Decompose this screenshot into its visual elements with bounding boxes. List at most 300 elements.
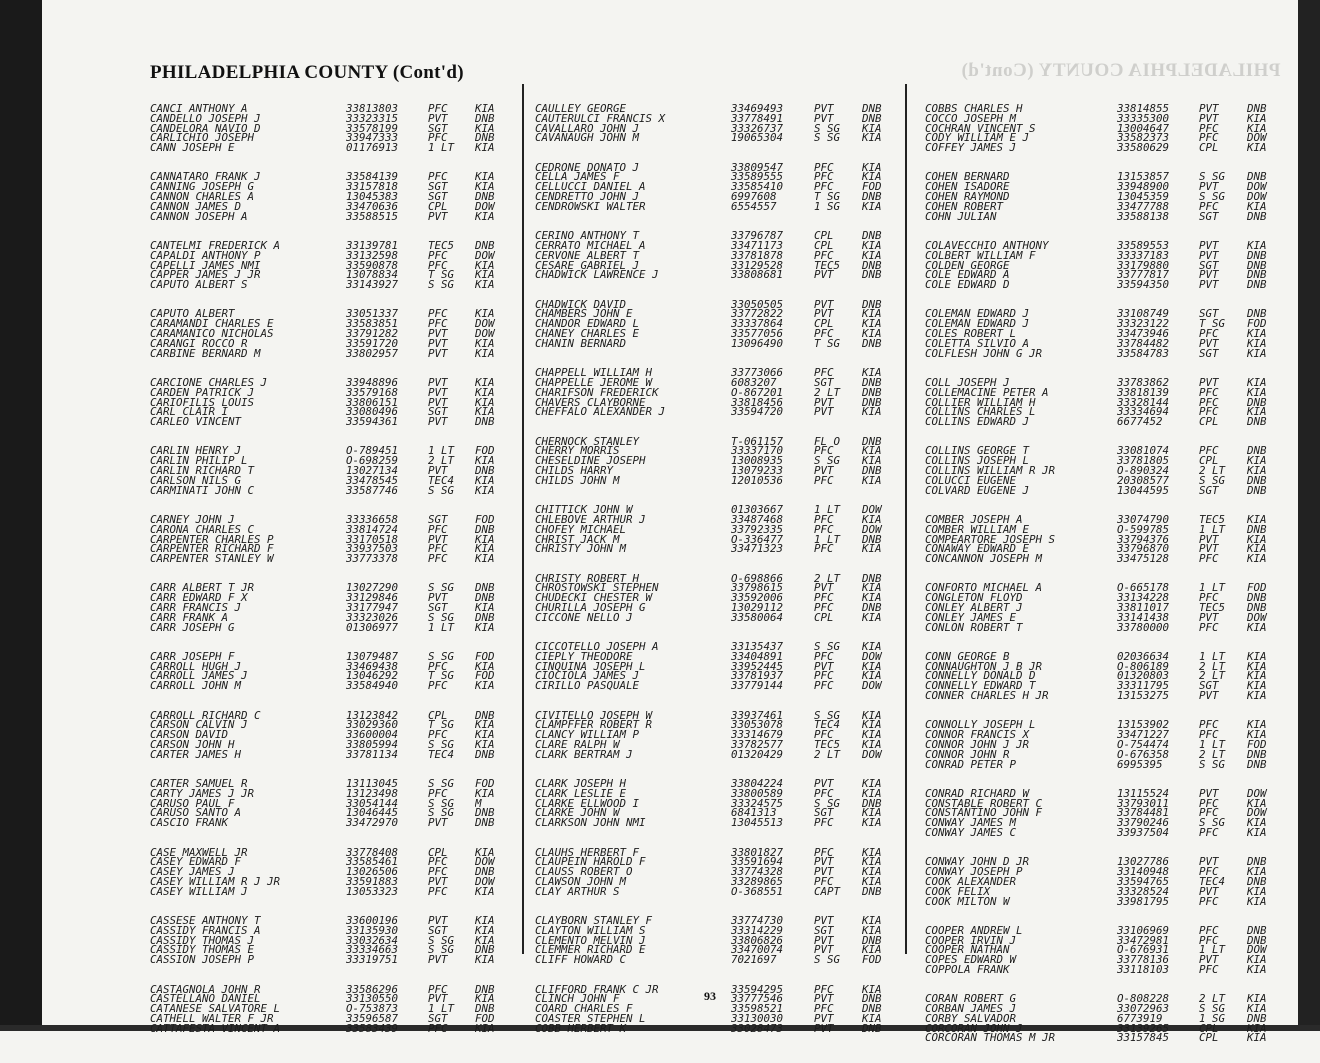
bleed-through-title: PHILADELPHIA COUNTY (Cont'd) bbox=[960, 60, 1280, 81]
casualty-entry bbox=[535, 720, 895, 730]
entry-name: CERVONE ALBERT T bbox=[535, 250, 640, 261]
entry-status: FOD bbox=[475, 1013, 495, 1024]
entry-group bbox=[535, 231, 895, 280]
casualty-entry bbox=[150, 789, 510, 799]
casualty-entry bbox=[150, 398, 510, 408]
entry-group bbox=[150, 848, 510, 897]
entry-group bbox=[925, 994, 1280, 1043]
entry-status: FOD bbox=[475, 779, 495, 789]
entry-serial: 33323122 bbox=[1117, 319, 1170, 330]
entry-serial: 6677452 bbox=[1117, 417, 1163, 427]
entry-status: KIA bbox=[862, 847, 882, 858]
entry-name: CHAMBERS JOHN E bbox=[535, 309, 633, 320]
entry-status: FOD bbox=[862, 182, 882, 193]
casualty-entry bbox=[535, 104, 895, 114]
entry-rank: SGT bbox=[428, 1013, 448, 1024]
entry-serial: 33814855 bbox=[1117, 104, 1170, 114]
entry-rank: S SG bbox=[428, 651, 455, 662]
entry-status: KIA bbox=[1247, 681, 1267, 692]
entry-serial: 33471173 bbox=[731, 240, 784, 251]
entry-name: CERINO ANTHONY T bbox=[535, 231, 640, 241]
entry-status: KIA bbox=[475, 182, 495, 193]
entry-serial: 20308577 bbox=[1117, 475, 1170, 486]
entry-status: KIA bbox=[1247, 534, 1267, 545]
entry-name: COLUCCI EUGENE bbox=[925, 475, 1017, 486]
entry-name: CARLIN HENRY J bbox=[150, 446, 242, 457]
entry-rank: S SG bbox=[1199, 475, 1226, 486]
entry-status: KIA bbox=[475, 788, 495, 799]
casualty-entry bbox=[150, 104, 510, 114]
entry-status: DNB bbox=[475, 945, 495, 956]
entry-status: KIA bbox=[475, 661, 495, 672]
entry-serial: 33141438 bbox=[1117, 612, 1170, 623]
entry-rank: PFC bbox=[814, 876, 834, 887]
entry-status: KIA bbox=[1247, 818, 1267, 829]
entry-rank: S SG bbox=[1199, 192, 1226, 202]
entry-name: CHESELDINE JOSEPH bbox=[535, 456, 646, 467]
entry-name: CORCORAN JOHN J bbox=[925, 1023, 1023, 1034]
entry-status: KIA bbox=[475, 143, 495, 153]
entry-rank: 2 LT bbox=[814, 749, 841, 760]
entry-rank: PFC bbox=[1199, 730, 1219, 740]
entry-name: CLIFFORD FRANK C JR bbox=[535, 984, 659, 995]
entry-status: KIA bbox=[475, 338, 495, 349]
entry-status: DNB bbox=[862, 466, 882, 476]
entry-rank: 1 LT bbox=[428, 622, 455, 633]
entry-status: FOD bbox=[475, 671, 495, 682]
entry-status: KIA bbox=[1247, 828, 1267, 838]
entry-group bbox=[535, 779, 895, 828]
casualty-entry bbox=[925, 994, 1280, 1004]
entry-serial: 33129528 bbox=[731, 260, 784, 271]
entry-group bbox=[150, 241, 510, 290]
entry-name: CLARE RALPH W bbox=[535, 739, 620, 750]
casualty-entry bbox=[925, 945, 1280, 955]
entry-name: COPES EDWARD W bbox=[925, 955, 1017, 965]
entry-name: CARTER JAMES H bbox=[150, 749, 242, 760]
entry-status: KIA bbox=[1247, 730, 1267, 740]
entry-rank: PVT bbox=[1199, 338, 1219, 349]
entry-rank: TEC4 bbox=[1199, 876, 1226, 887]
entry-rank: PFC bbox=[428, 857, 448, 868]
entry-serial: 33072963 bbox=[1117, 1004, 1170, 1014]
entry-serial: 33937461 bbox=[731, 710, 784, 721]
entry-name: CHRISTY ROBERT H bbox=[535, 573, 640, 584]
entry-rank: T SG bbox=[428, 720, 455, 731]
entry-rank: PVT bbox=[1199, 182, 1219, 193]
entry-serial: 33081074 bbox=[1117, 446, 1170, 457]
entry-name: CAVALLARO JOHN J bbox=[535, 123, 640, 134]
entry-rank: S SG bbox=[1199, 759, 1226, 770]
entry-name: CONWAY JAMES C bbox=[925, 828, 1017, 838]
entry-serial: 13029112 bbox=[731, 602, 784, 613]
casualty-entry bbox=[535, 730, 895, 740]
entry-name: COHEN ROBERT bbox=[925, 201, 1004, 212]
entry-serial: 6083207 bbox=[731, 377, 777, 388]
entry-status: DNB bbox=[475, 466, 495, 476]
casualty-entry bbox=[535, 779, 895, 789]
entry-status: KIA bbox=[862, 475, 882, 486]
entry-status: DOW bbox=[1247, 808, 1267, 819]
entry-name: COHEN ISADORE bbox=[925, 182, 1010, 193]
entry-serial: 33289865 bbox=[731, 876, 784, 887]
entry-name: CORCORAN THOMAS M JR bbox=[925, 1033, 1056, 1044]
casualty-entry bbox=[535, 300, 895, 310]
entry-status: DNB bbox=[475, 133, 495, 144]
entry-rank: T SG bbox=[814, 338, 841, 349]
entry-serial: 33808681 bbox=[731, 270, 784, 281]
entry-name: CONCANNON JOSEPH M bbox=[925, 554, 1043, 564]
entry-name: CHUDECKI CHESTER W bbox=[535, 593, 653, 603]
entry-group bbox=[925, 583, 1280, 632]
entry-rank: PVT bbox=[1199, 270, 1219, 281]
entry-status: KIA bbox=[862, 720, 882, 731]
entry-rank: PFC bbox=[428, 319, 448, 330]
entry-status: KIA bbox=[862, 514, 882, 525]
entry-name: COMBER WILLIAM E bbox=[925, 524, 1030, 535]
entry-name: CARNEY JOHN J bbox=[150, 514, 235, 525]
entry-serial: 13053323 bbox=[346, 886, 399, 897]
entry-status: DNB bbox=[862, 436, 882, 447]
entry-rank: PVT bbox=[814, 113, 834, 124]
entry-name: CANNON JAMES D bbox=[150, 201, 242, 212]
entry-name: CHURILLA JOSEPH G bbox=[535, 602, 646, 613]
entry-rank: PVT bbox=[1199, 240, 1219, 251]
entry-serial: 33585461 bbox=[346, 857, 399, 868]
entry-status: KIA bbox=[475, 622, 495, 633]
entry-serial: 13078834 bbox=[346, 270, 399, 281]
casualty-entry bbox=[925, 583, 1280, 593]
entry-serial: 33582373 bbox=[1117, 133, 1170, 144]
entry-group bbox=[535, 437, 895, 486]
entry-status: KIA bbox=[475, 720, 495, 731]
entry-rank: SGT bbox=[1199, 348, 1219, 359]
casualty-entry bbox=[925, 349, 1280, 359]
entry-status: DNB bbox=[1247, 397, 1267, 408]
entry-name: CATANESE SALVATORE L bbox=[150, 1004, 281, 1014]
entry-rank: 1 LT bbox=[1199, 524, 1226, 535]
entry-name: CARSON DAVID bbox=[150, 730, 229, 740]
entry-rank: S SG bbox=[814, 642, 841, 652]
entry-serial: 33473946 bbox=[1117, 329, 1170, 339]
entry-rank: SGT bbox=[428, 602, 448, 613]
entry-serial: 33135437 bbox=[731, 642, 784, 652]
casualty-entry bbox=[925, 662, 1280, 672]
entry-rank: TEC5 bbox=[1199, 514, 1226, 525]
casualty-entry bbox=[925, 1024, 1280, 1034]
casualty-entry bbox=[535, 339, 895, 349]
entry-serial: 33774328 bbox=[731, 867, 784, 877]
casualty-entry bbox=[925, 309, 1280, 319]
entry-rank: PFC bbox=[1199, 808, 1219, 819]
casualty-entry bbox=[535, 456, 895, 466]
entry-rank: SGT bbox=[428, 123, 448, 134]
entry-status: DNB bbox=[1247, 524, 1267, 535]
casualty-entry bbox=[150, 818, 510, 828]
entry-name: COCCO JOSEPH M bbox=[925, 113, 1017, 124]
entry-serial: 33179880 bbox=[1117, 260, 1170, 271]
entry-name: CONSTANTINO JOHN F bbox=[925, 808, 1043, 819]
entry-status: KIA bbox=[862, 456, 882, 467]
casualty-entry bbox=[150, 662, 510, 672]
column-divider bbox=[905, 84, 907, 954]
casualty-entry bbox=[150, 251, 510, 261]
entry-rank: S SG bbox=[428, 935, 455, 946]
entry-rank: SGT bbox=[1199, 681, 1219, 692]
entry-status: DOW bbox=[475, 250, 495, 261]
entry-name: COBB HERBERT K bbox=[535, 1023, 627, 1034]
entry-name: CORAN ROBERT G bbox=[925, 994, 1017, 1005]
entry-rank: PVT bbox=[428, 818, 448, 829]
entry-serial: 33130030 bbox=[731, 1013, 784, 1024]
entry-status: DNB bbox=[862, 231, 882, 241]
entry-rank: SGT bbox=[1199, 309, 1219, 320]
entry-serial: 33586296 bbox=[346, 984, 399, 995]
entry-group bbox=[535, 574, 895, 623]
casualty-entry bbox=[925, 652, 1280, 662]
entry-name: COFFEY JAMES J bbox=[925, 143, 1017, 153]
entry-rank: PVT bbox=[814, 916, 834, 926]
casualty-entry bbox=[535, 251, 895, 261]
casualty-entry bbox=[925, 867, 1280, 877]
entry-serial: 33790246 bbox=[1117, 818, 1170, 829]
entry-name: CARROLL JOHN M bbox=[150, 681, 242, 692]
entry-serial: 33793011 bbox=[1117, 798, 1170, 809]
casualty-entry bbox=[925, 182, 1280, 192]
entry-status: KIA bbox=[1247, 143, 1267, 153]
entry-rank: PFC bbox=[814, 514, 834, 525]
entry-name: CLAYBORN STANLEY F bbox=[535, 916, 653, 926]
entry-serial: 33804224 bbox=[731, 779, 784, 789]
entry-rank: 2 LT bbox=[428, 456, 455, 467]
entry-serial: 33140948 bbox=[1117, 867, 1170, 877]
entry-name: CARPENTER CHARLES P bbox=[150, 534, 274, 545]
entry-name: CASTAGNOLA JOHN R bbox=[150, 984, 261, 995]
entry-name: CHANIN BERNARD bbox=[535, 338, 627, 349]
entry-status: DNB bbox=[862, 113, 882, 124]
entry-serial: 33784481 bbox=[1117, 808, 1170, 819]
entry-serial: 13045383 bbox=[346, 192, 399, 202]
entry-name: CASEY EDWARD F bbox=[150, 857, 242, 868]
entry-serial: 01320803 bbox=[1117, 671, 1170, 682]
entry-serial: 13026506 bbox=[346, 867, 399, 877]
entry-name: COLLINS CHARLES L bbox=[925, 407, 1036, 418]
entry-rank: T SG bbox=[428, 671, 455, 682]
casualty-entry bbox=[535, 681, 895, 691]
casualty-entry bbox=[925, 270, 1280, 280]
entry-serial: 33311795 bbox=[1117, 681, 1170, 692]
entry-rank: PVT bbox=[814, 583, 834, 594]
casualty-entry bbox=[535, 583, 895, 593]
casualty-entry bbox=[925, 681, 1280, 691]
entry-status: KIA bbox=[475, 925, 495, 936]
entry-rank: PVT bbox=[428, 994, 448, 1005]
entry-serial: 33591694 bbox=[731, 857, 784, 868]
entry-name: CARTER SAMUEL R bbox=[150, 779, 248, 789]
entry-serial: 19065304 bbox=[731, 133, 784, 144]
entry-status: DNB bbox=[862, 602, 882, 613]
casualty-entry bbox=[535, 544, 895, 554]
entry-serial: 33818139 bbox=[1117, 387, 1170, 398]
entry-rank: 2 LT bbox=[1199, 661, 1226, 672]
entry-status: KIA bbox=[1247, 896, 1267, 907]
entry-name: CARROLL JAMES J bbox=[150, 671, 248, 682]
entry-serial: 13115524 bbox=[1117, 788, 1170, 799]
casualty-entry bbox=[150, 711, 510, 721]
entry-rank: PFC bbox=[1199, 387, 1219, 398]
entry-rank: PVT bbox=[814, 857, 834, 868]
casualty-entry bbox=[925, 319, 1280, 329]
entry-status: KIA bbox=[475, 739, 495, 750]
entry-status: KIA bbox=[475, 544, 495, 555]
casualty-entry bbox=[925, 955, 1280, 965]
casualty-entry bbox=[150, 799, 510, 809]
entry-serial: 33778136 bbox=[1117, 955, 1170, 965]
entry-name: COOK FELIX bbox=[925, 886, 991, 897]
entry-serial: 33781134 bbox=[346, 749, 399, 760]
entry-rank: S SG bbox=[1199, 172, 1226, 183]
entry-serial: 13045359 bbox=[1117, 192, 1170, 202]
casualty-entry bbox=[535, 407, 895, 417]
entry-name: CARROLL HUGH J bbox=[150, 661, 242, 672]
entry-name: COOPER ANDREW L bbox=[925, 925, 1023, 936]
entry-name: COLLIER WILLIAM H bbox=[925, 397, 1036, 408]
entry-serial: 33470636 bbox=[346, 201, 399, 212]
entry-serial: 01320429 bbox=[731, 749, 784, 760]
casualty-entry bbox=[925, 1014, 1280, 1024]
entry-status: KIA bbox=[1247, 123, 1267, 134]
entry-status: DNB bbox=[862, 886, 882, 897]
page-title: PHILADELPHIA COUNTY (Cont'd) bbox=[150, 62, 464, 83]
entry-serial: 13046292 bbox=[346, 671, 399, 682]
entry-rank: PVT bbox=[1199, 104, 1219, 114]
entry-status: DNB bbox=[1247, 593, 1267, 603]
entry-name: COMBER JOSEPH A bbox=[925, 514, 1023, 525]
casualty-entry bbox=[535, 1014, 895, 1024]
entry-name: CARAMANDI CHARLES E bbox=[150, 319, 274, 330]
entry-serial: T-061157 bbox=[731, 436, 784, 447]
entry-serial: 33170518 bbox=[346, 534, 399, 545]
entry-name: CAUTERULCI FRANCIS X bbox=[535, 113, 666, 124]
casualty-entry bbox=[150, 1024, 510, 1034]
entry-name: CAPPER JAMES J JR bbox=[150, 270, 261, 281]
entry-serial: 33469493 bbox=[731, 104, 784, 114]
entry-serial: 33600004 bbox=[346, 730, 399, 740]
entry-serial: O-753873 bbox=[346, 1004, 399, 1014]
entry-rank: CAPT bbox=[814, 886, 841, 897]
entry-name: COLLINS EDWARD J bbox=[925, 417, 1030, 427]
entry-status: KIA bbox=[1247, 886, 1267, 897]
casualty-entry bbox=[535, 740, 895, 750]
entry-name: CASEY JAMES J bbox=[150, 867, 235, 877]
entry-name: CLAY ARTHUR S bbox=[535, 886, 620, 897]
entry-status: DNB bbox=[1247, 925, 1267, 936]
entry-status: KIA bbox=[1247, 466, 1267, 476]
entry-name: CERRATO MICHAEL A bbox=[535, 240, 646, 251]
entry-status: DNB bbox=[1247, 417, 1267, 427]
casualty-entry bbox=[535, 437, 895, 447]
casualty-entry bbox=[535, 642, 895, 652]
entry-rank: CPL bbox=[814, 612, 834, 623]
entry-rank: CPL bbox=[428, 847, 448, 858]
casualty-entry bbox=[535, 662, 895, 672]
entry-serial: 33584783 bbox=[1117, 348, 1170, 359]
entry-rank: PFC bbox=[428, 524, 448, 535]
roster-column-2 bbox=[535, 104, 895, 1053]
entry-status: DOW bbox=[1247, 192, 1267, 202]
entry-serial: 33781805 bbox=[1117, 456, 1170, 467]
entry-rank: CPL bbox=[1199, 143, 1219, 153]
entry-serial: 01306977 bbox=[346, 622, 399, 633]
entry-rank: 1 LT bbox=[814, 505, 841, 515]
casualty-entry bbox=[535, 1004, 895, 1014]
entry-rank: PVT bbox=[814, 661, 834, 672]
entry-status: KIA bbox=[1247, 622, 1267, 633]
entry-status: DNB bbox=[475, 710, 495, 721]
casualty-entry bbox=[150, 848, 510, 858]
entry-name: CARBINE BERNARD M bbox=[150, 348, 261, 359]
entry-status: KIA bbox=[1247, 720, 1267, 731]
entry-serial: 33814724 bbox=[346, 524, 399, 535]
entry-serial: 33774730 bbox=[731, 916, 784, 926]
entry-status: KIA bbox=[862, 593, 882, 603]
entry-status: DNB bbox=[862, 377, 882, 388]
entry-status: DNB bbox=[862, 192, 882, 202]
entry-serial: 33314229 bbox=[731, 925, 784, 936]
entry-serial: 33594720 bbox=[731, 407, 784, 418]
entry-serial: 33937503 bbox=[346, 544, 399, 555]
column-divider bbox=[522, 84, 524, 954]
entry-serial: 33796870 bbox=[1117, 544, 1170, 555]
entry-serial: 33948896 bbox=[346, 377, 399, 388]
entry-serial: 13008935 bbox=[731, 456, 784, 467]
entry-status: KIA bbox=[475, 260, 495, 271]
entry-name: CLAYTON WILLIAM S bbox=[535, 925, 646, 936]
casualty-entry bbox=[925, 202, 1280, 212]
entry-serial: 33051337 bbox=[346, 309, 399, 320]
casualty-entry bbox=[535, 241, 895, 251]
scan-edge-right bbox=[1298, 0, 1320, 1031]
entry-name: CASE MAXWELL JR bbox=[150, 847, 248, 858]
entry-rank: S SG bbox=[428, 583, 455, 594]
entry-rank: 1 SG bbox=[814, 201, 841, 212]
casualty-entry bbox=[150, 172, 510, 182]
entry-status: DNB bbox=[475, 583, 495, 594]
entry-name: CICCOTELLO JOSEPH A bbox=[535, 642, 659, 652]
entry-rank: PVT bbox=[1199, 857, 1219, 868]
casualty-entry bbox=[535, 446, 895, 456]
entry-group bbox=[150, 172, 510, 221]
entry-status: KIA bbox=[475, 1023, 495, 1034]
entry-rank: S SG bbox=[1199, 818, 1226, 829]
entry-rank: PFC bbox=[428, 172, 448, 183]
entry-serial: 33952445 bbox=[731, 661, 784, 672]
entry-rank: CPL bbox=[1199, 1033, 1219, 1044]
entry-name: CHRIST JACK M bbox=[535, 534, 620, 545]
entry-serial: 33587746 bbox=[346, 485, 399, 496]
casualty-entry bbox=[925, 466, 1280, 476]
casualty-entry bbox=[925, 535, 1280, 545]
entry-serial: O-676358 bbox=[1117, 749, 1170, 760]
entry-name: CARANGI ROCCO R bbox=[150, 338, 248, 349]
entry-status: KIA bbox=[475, 994, 495, 1005]
casualty-entry bbox=[150, 417, 510, 427]
entry-serial: 33583851 bbox=[346, 319, 399, 330]
entry-serial: 13027786 bbox=[1117, 857, 1170, 868]
entry-serial: 33773378 bbox=[346, 554, 399, 564]
entry-group bbox=[535, 642, 895, 691]
entry-name: CHILDS HARRY bbox=[535, 466, 614, 476]
